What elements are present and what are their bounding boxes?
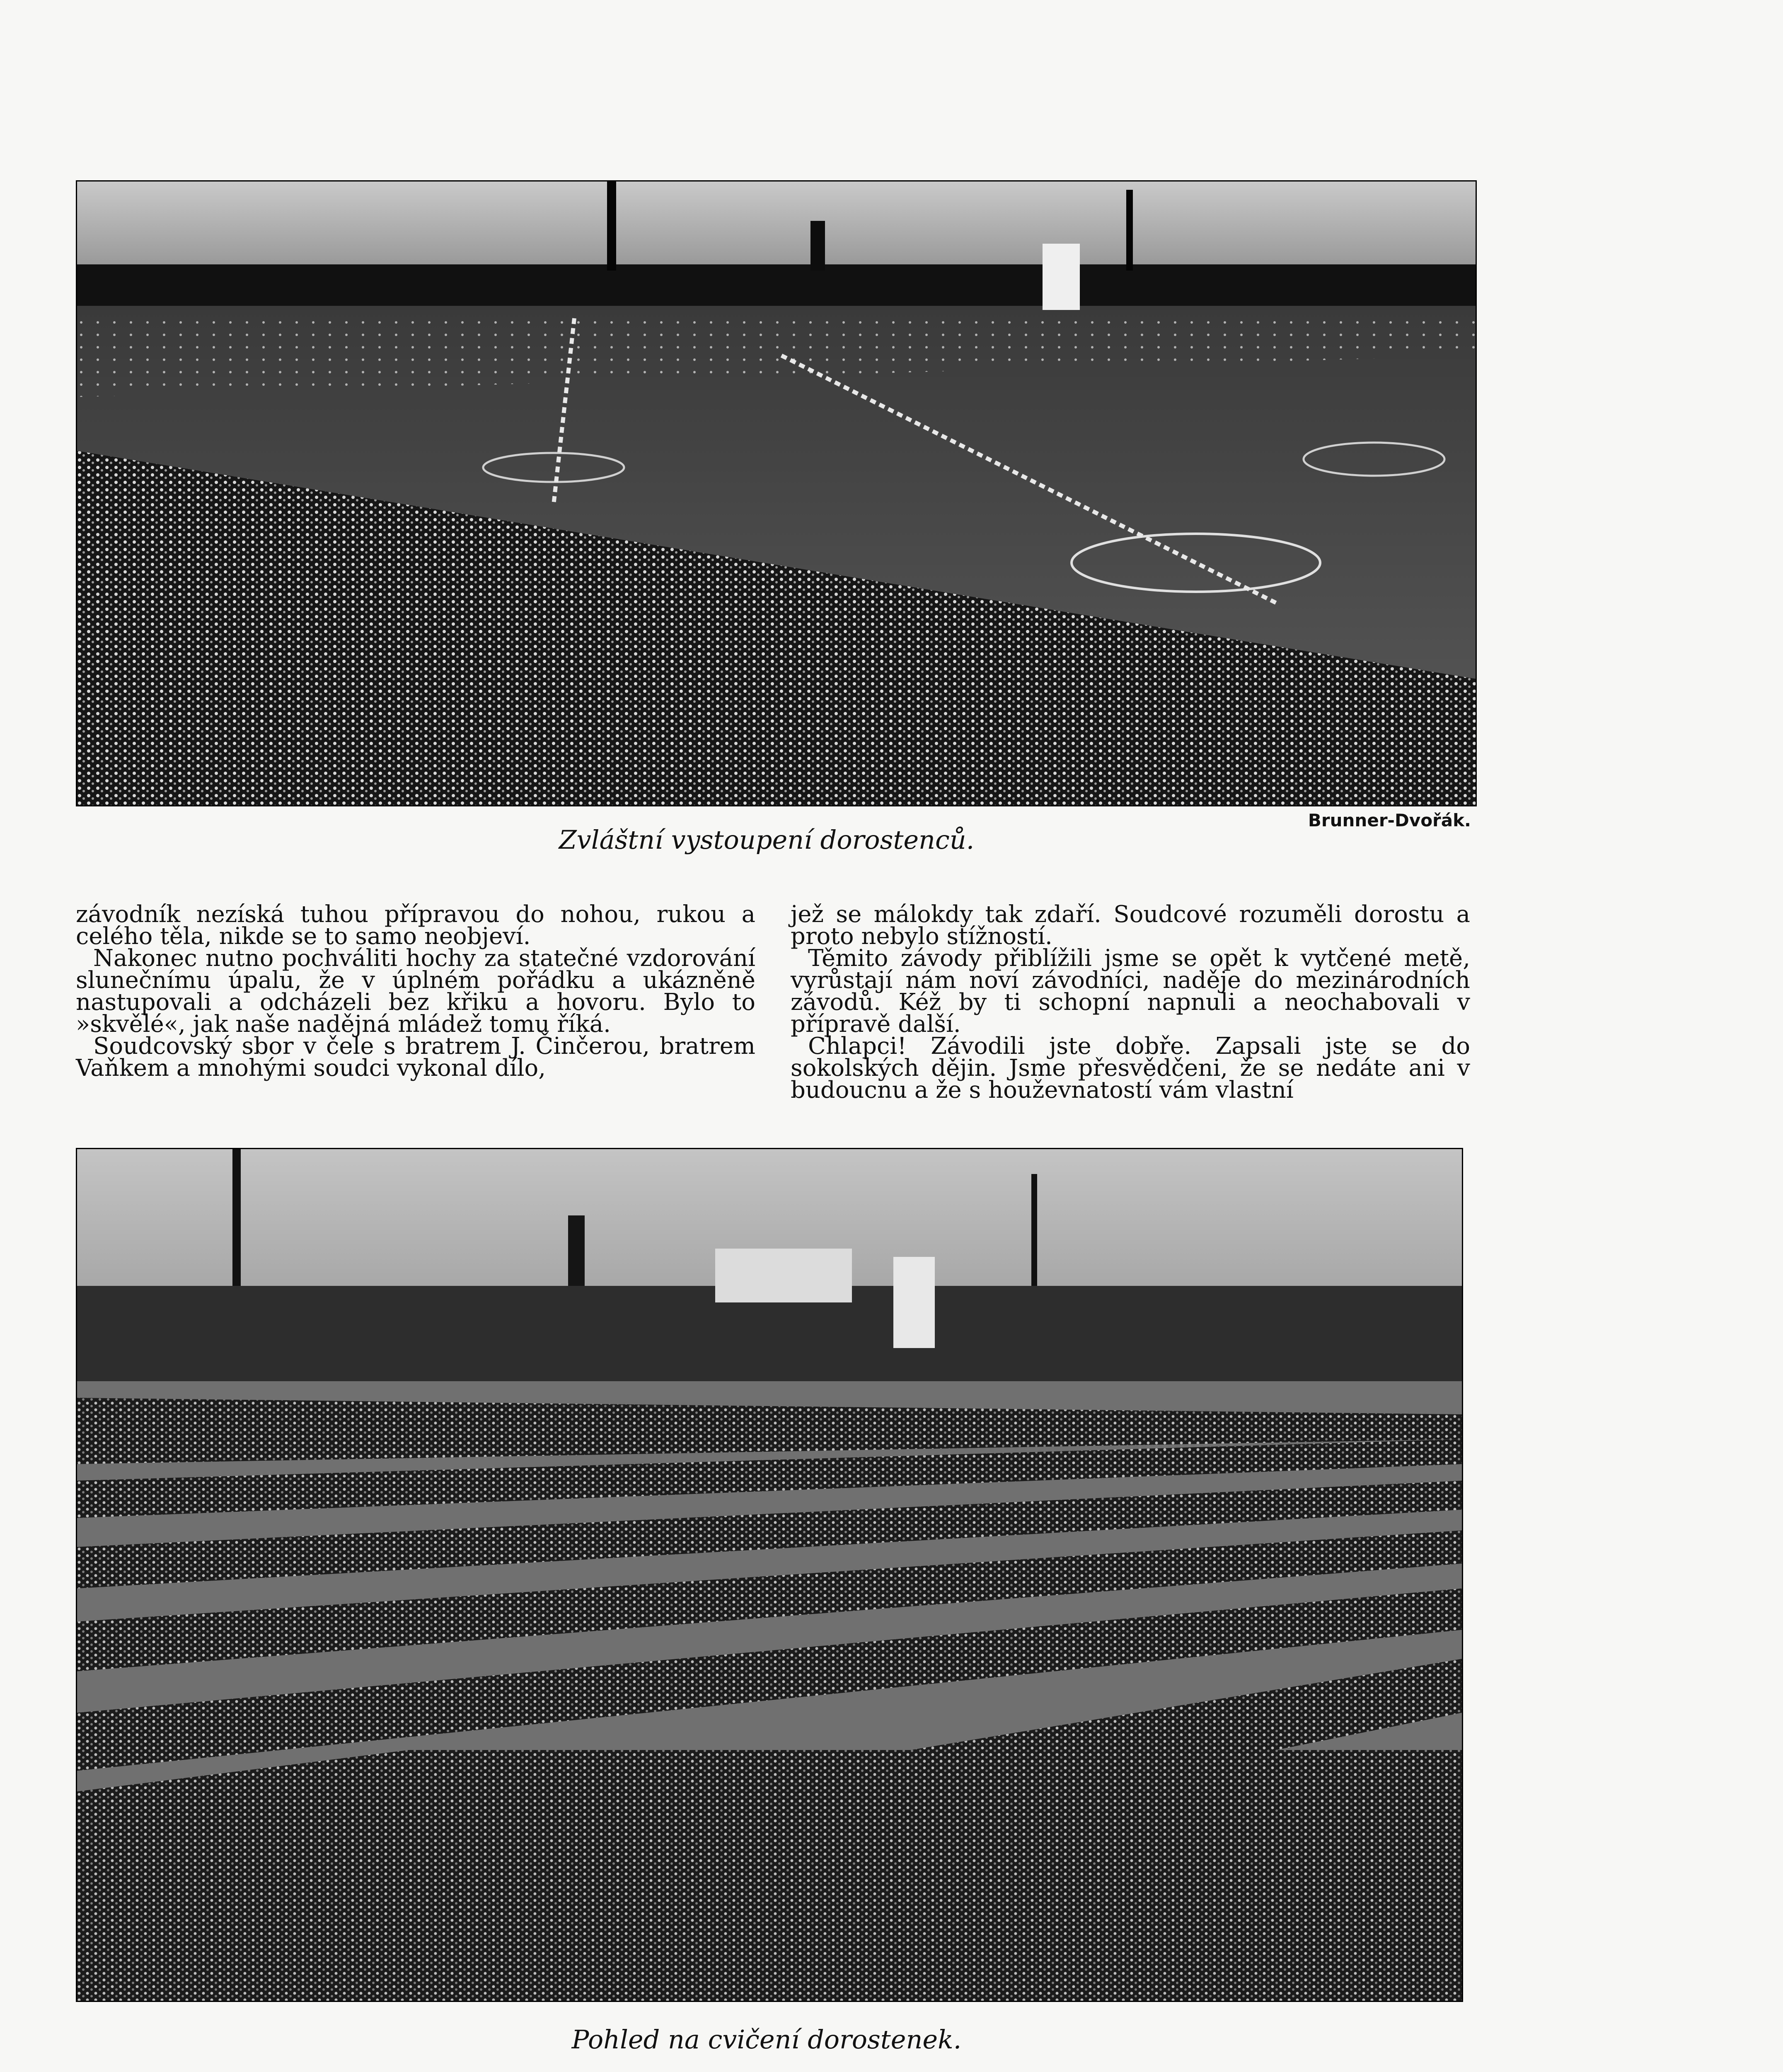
stadium-rows-illustration xyxy=(77,1149,1462,2001)
stadium-photo-illustration xyxy=(77,182,1476,805)
paragraph: závodník nezíská tuhou přípravou do nohou, rukou a celého těla, nikde se to samo neobjeví. xyxy=(76,901,755,950)
paragraph: Soudcovský sbor v čele s bratrem J. Činčerou, bratrem Vaňkem a mnohými soudci vykonal dílo, xyxy=(76,1033,755,1082)
photo-credit: Brunner-Dvořák. xyxy=(1308,810,1471,830)
paragraph: Nakonec nutno pochváliti hochy za statečné vzdorování slunečnímu úpalu, že v úplném pořádku a ukázněně nastupovali a odcházeli bez křiku a hovoru. Bylo to »skvělé«, jak naše nadějná mládež tomu říká. xyxy=(76,945,755,1038)
photo-caption-top: Zvláštní vystoupení dorostenců. xyxy=(559,825,975,855)
text-column-right xyxy=(791,901,1470,1104)
text-column-left xyxy=(76,901,755,1082)
paragraph: Chlapci! Závodili jste dobře. Zapsali jste se do sokolských dějin. Jsme přesvědčeni, že se nedáte ani v budoucnu a že s houževnatostí vám vlastní xyxy=(791,1033,1470,1104)
photo-girls-exercise xyxy=(76,1148,1463,2002)
paragraph: Těmito závody přiblížili jsme se opět k vytčené metě, vyrůstají nám noví závodníci, naděje do mezinárodních závodů. Kéž by ti schopní napnuli a neochabovali v přípravě další. xyxy=(791,945,1470,1038)
photo-youth-performance xyxy=(76,180,1477,806)
photo-caption-bottom: Pohled na cvičení dorostenek. xyxy=(571,2024,962,2055)
paragraph: jež se málokdy tak zdaří. Soudcové rozuměli dorostu a proto nebylo stížností. xyxy=(791,901,1470,950)
